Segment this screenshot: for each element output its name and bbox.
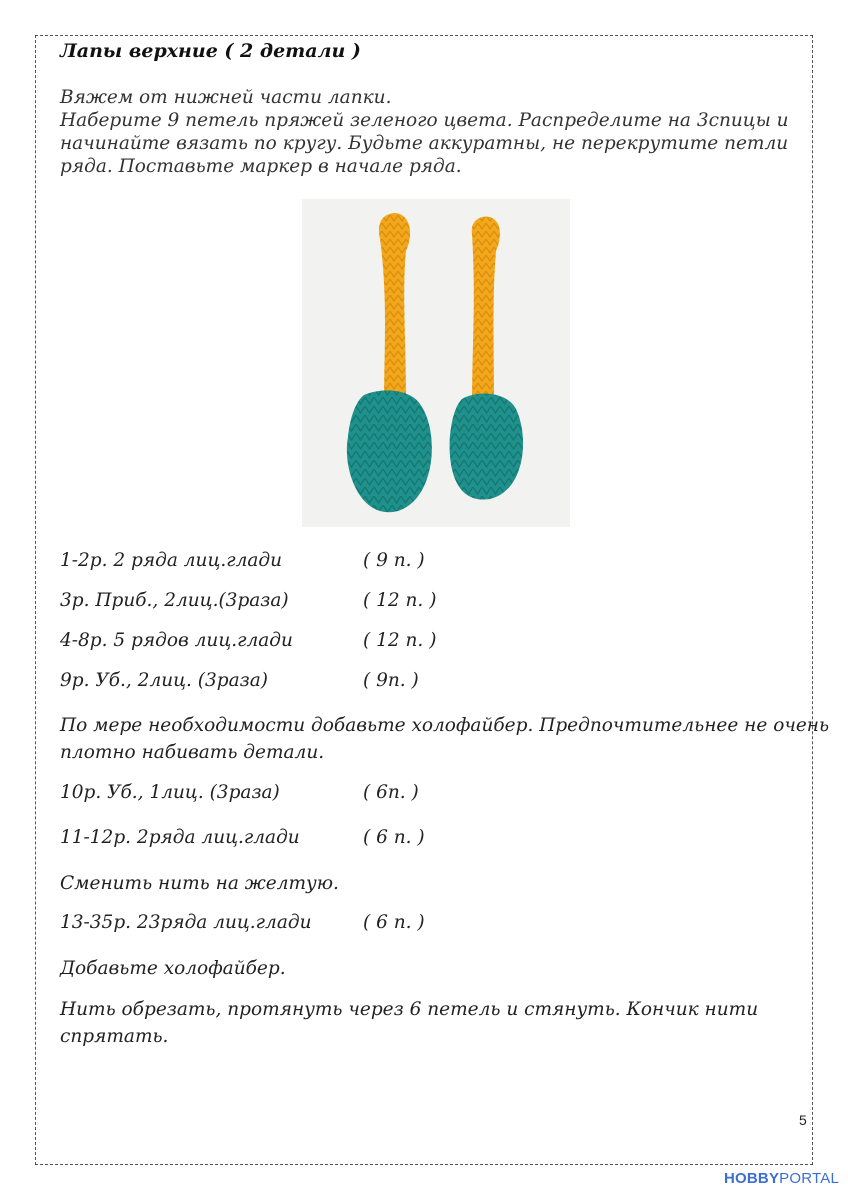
row-step: 13-35р. 23ряда лиц.глади [60, 912, 312, 933]
row-step: 10р. Уб., 1лиц. (3раза) [60, 782, 280, 803]
intro-line: Наберите 9 петель пряжей зеленого цвета. Распределите на 3спицы и [60, 110, 789, 131]
instruction-row [60, 670, 419, 691]
instruction-row [60, 590, 437, 611]
intro-line: Вяжем от нижней части лапки. [60, 87, 392, 108]
row-count: ( 6 п. ) [363, 912, 425, 933]
finish-line: спрятать. [60, 1026, 169, 1047]
row-count: ( 6 п. ) [363, 827, 425, 848]
row-count: ( 12 п. ) [363, 590, 437, 611]
row-step: 1-2р. 2 ряда лиц.глади [60, 550, 283, 571]
brand-bold: HOBBY [724, 1170, 780, 1187]
note-line: По мере необходимости добавьте холофайбер. Предпочтительнее не очень [60, 715, 830, 736]
row-step: 3р. Приб., 2лиц.(3раза) [60, 590, 289, 611]
section-title: Лапы верхние ( 2 детали ) [60, 40, 361, 62]
brand-thin: PORTAL [779, 1170, 840, 1187]
instruction-row [60, 550, 425, 571]
row-count: ( 12 п. ) [363, 630, 437, 651]
left-paw-shape [347, 213, 432, 512]
instruction-row [60, 912, 425, 933]
add-filling-text: Добавьте холофайбер. [60, 958, 286, 979]
instruction-row [60, 630, 437, 651]
brand-logo [724, 1170, 839, 1187]
finish-line: Нить обрезать, протянуть через 6 петель и стянуть. Кончик нити [60, 999, 759, 1020]
finish-text [60, 996, 800, 1050]
row-count: ( 9п. ) [363, 670, 419, 691]
page-number: 5 [799, 1112, 807, 1128]
instruction-row [60, 827, 425, 848]
row-step: 4-8р. 5 рядов лиц.глади [60, 630, 293, 651]
note-line: плотно набивать детали. [60, 742, 325, 763]
intro-line: начинайте вязать по кругу. Будьте аккуратны, не перекрутите петли [60, 133, 789, 154]
intro-line: ряда. Поставьте маркер в начале ряда. [60, 156, 462, 177]
row-count: ( 9 п. ) [363, 550, 425, 571]
knitted-paws-photo [302, 199, 570, 527]
change-thread-text: Сменить нить на желтую. [60, 873, 339, 894]
right-paw-shape [450, 217, 523, 500]
row-step: 9р. Уб., 2лиц. (3раза) [60, 670, 269, 691]
row-count: ( 6п. ) [363, 782, 419, 803]
instruction-row [60, 782, 419, 803]
row-step: 11-12р. 2ряда лиц.глади [60, 827, 300, 848]
intro-text [60, 86, 800, 178]
note-filling [60, 712, 830, 766]
